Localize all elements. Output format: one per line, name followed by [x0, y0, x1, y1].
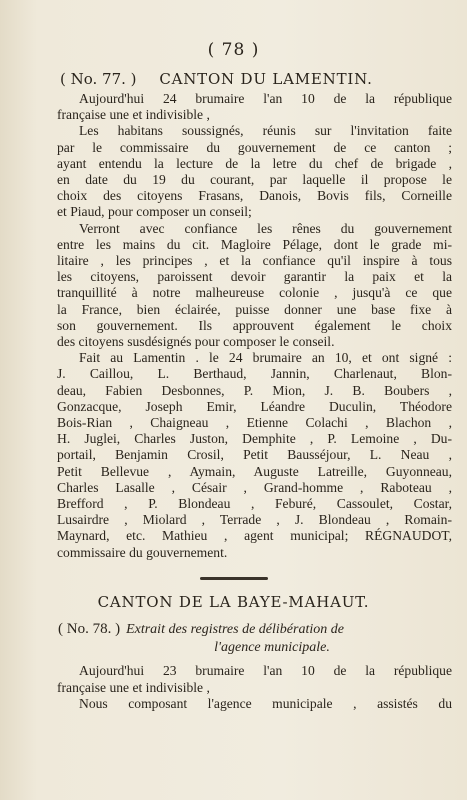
- text-line: portail, Benjamin Crosil, Petit Bausséjour, L. Neau ,: [57, 447, 452, 463]
- section-title: CANTON DE LA BAYE-MAHAUT.: [97, 593, 370, 611]
- text-line: entre les mains du cit. Magloire Pélage, dont le grade mi-: [57, 236, 452, 252]
- page-number: ( 78 ): [207, 40, 260, 60]
- text-line: tranquillité à notre malheureuse colonie , jusqu'à ce que: [57, 285, 452, 301]
- text-line: Charles Lasalle , Césair , Grand-homme , Raboteau ,: [57, 479, 452, 495]
- section-divider: [200, 577, 268, 580]
- text-line: Lusairdre , Miolard , Terrade , J. Blondeau , Romain-: [57, 512, 452, 528]
- text-line: Bois-Rian , Chaigneau , Etienne Colachi , Blachon ,: [57, 415, 452, 431]
- text-line: et Piaud, pour composer un conseil;: [57, 204, 252, 220]
- text-line: J. Caillou, L. Berthaud, Jannin, Charlenaut, Blon-: [57, 366, 452, 382]
- text-line: Petit Bellevue , Aymain, Auguste Latreille, Guyonneau,: [57, 463, 452, 479]
- extrait-line: Extrait des registres de délibération de: [126, 622, 344, 637]
- text-line: son gouvernement. Ils approuvent également le choix: [57, 317, 452, 333]
- text-line: litaire , les principes , et la confiance qu'il inspire à tous: [57, 253, 452, 269]
- text-line: Verront avec confiance les rênes du gouvernement: [79, 220, 452, 236]
- section-number: ( No. 77. ): [60, 70, 137, 88]
- text-line: deau, Fabien Desbonnes, P. Mion, J. B. Boubers ,: [57, 382, 452, 398]
- text-line: française une et indivisible ,: [57, 679, 210, 695]
- text-line: Brefford , P. Blondeau , Feburé, Cassoulet, Costar,: [57, 496, 452, 512]
- section-body-baye-mahaut: [57, 663, 452, 713]
- text-line: ayant entendu la lecture de la letre du chef de brigade ,: [57, 155, 452, 171]
- text-line: Maynard, etc. Mathieu , agent municipal; RÉGNAUDOT,: [57, 528, 452, 544]
- text-line: Aujourd'hui 24 brumaire l'an 10 de la république: [79, 91, 452, 106]
- text-line: commissaire du gouvernement.: [57, 544, 228, 560]
- text-line: Les habitans soussignés, réunis sur l'invitation faite: [79, 123, 452, 139]
- text-line: H. Juglei, Charles Juston, Demphite , P. Lemoine , Du-: [57, 431, 452, 447]
- section-number: ( No. 78. ): [58, 621, 121, 637]
- text-line: les citoyens, paroissent devoir garantir la paix et la: [57, 269, 452, 285]
- extrait-line: l'agence municipale.: [214, 640, 330, 655]
- text-line: des citoyens susdésignés pour composer le conseil.: [57, 334, 335, 350]
- text-line: Aujourd'hui 23 brumaire l'an 10 de la république: [79, 663, 452, 678]
- text-line: Nous composant l'agence municipale , assistés du: [79, 696, 452, 711]
- section-title: CANTON DU LAMENTIN.: [159, 70, 373, 88]
- text-line: la France, bien éclairée, puisse donner une base fixe à: [57, 301, 452, 317]
- section-body-lamentin: [57, 91, 452, 561]
- text-line: par le commissaire du gouvernement de ce canton ;: [57, 139, 452, 155]
- text-line: française une et indivisible ,: [57, 107, 210, 123]
- text-line: Gonzacque, Joseph Emir, Léandre Duculin, Théodore: [57, 398, 452, 414]
- text-line: en date du 19 du courant, par laquelle il propose le: [57, 172, 452, 188]
- text-line: choix des citoyens Frasans, Danois, Bovis fils, Corneille: [57, 188, 452, 204]
- section-subheading-extrait: [58, 620, 456, 657]
- section-heading-lamentin: [60, 70, 460, 88]
- text-line: Fait au Lamentin . le 24 brumaire an 10, et ont signé :: [79, 350, 452, 366]
